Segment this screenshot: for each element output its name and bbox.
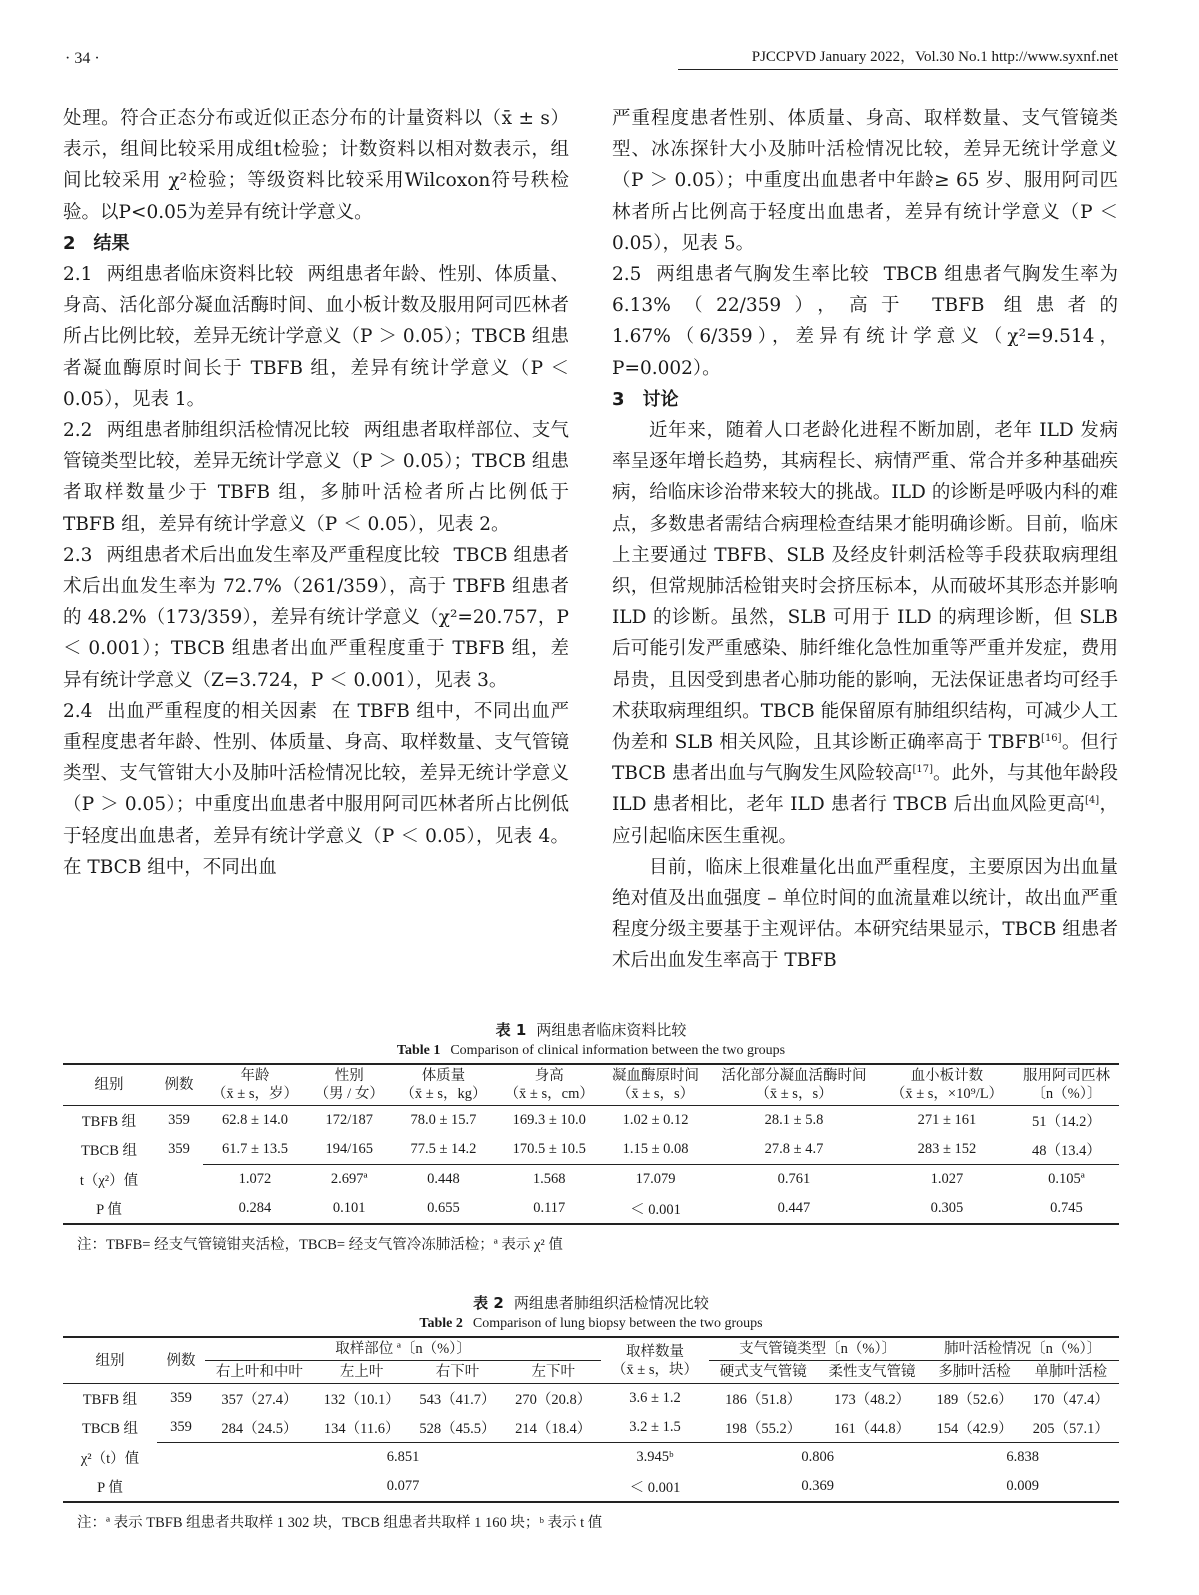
- citation-16[interactable]: [16]: [1041, 732, 1062, 744]
- column-header: 年龄 （x̄ ± s，岁）: [203, 1064, 307, 1106]
- subsection-2-4-continued: 严重程度患者性别、体质量、身高、取样数量、支气管镜类型、冰冻探针大小及肺叶活检情况比较，差异无统计学意义（P ＞ 0.05）；中重度出血患者中年龄≥ 65 岁、服用阿司匹林者所占比例高于轻度出血患者，差异有统计学意义（P ＜ 0.05），见表 5。: [612, 108, 1118, 254]
- column-header: 血小板计数 （x̄ ± s，×10⁹/L）: [880, 1064, 1014, 1106]
- table-label: 表 1: [495, 1021, 527, 1039]
- subsection-title: 两组患者术后出血发生率及严重程度比较: [106, 544, 440, 566]
- table-row: TBFB 组 359 62.8 ± 14.0 172/187 78.0 ± 15.7 169.3 ± 10.0 1.02 ± 0.12 28.1 ± 5.8 271 ± 161 51（14.2）: [81, 1112, 1101, 1130]
- journal-header: PJCCPVD January 2022，Vol.30 No.1 http://www.syxnf.net: [678, 45, 1118, 70]
- table-stat-row: P 值 0.077 ＜ 0.001 0.369 0.009: [97, 1478, 1040, 1496]
- column-header: 组别: [63, 1337, 157, 1384]
- subsection-number: 2.1: [63, 264, 93, 286]
- table-1: [63, 1020, 1119, 1254]
- column-header: 性别 （男 / 女）: [307, 1064, 392, 1106]
- table-1-caption-cn: [63, 1020, 1119, 1041]
- table-row: TBFB 组 359 357（27.4） 132（10.1） 543（41.7） 270（20.8） 3.6 ± 1.2 186（51.8） 173（48.2） 189（52.6） 170（47.4）: [82, 1390, 1109, 1408]
- column-header: 取样数量 （x̄ ± s，块）: [601, 1337, 709, 1384]
- citation-17[interactable]: [17]: [912, 764, 933, 776]
- table-1-caption-en: [63, 1041, 1119, 1061]
- subsection-2-5: [612, 259, 1118, 384]
- table-label: 表 2: [473, 1294, 504, 1312]
- column-subheader: 单肺叶活检: [1023, 1361, 1119, 1384]
- table-title: 两组患者肺组织活检情况比较: [513, 1296, 709, 1312]
- discussion-text: 近年来，随着人口老龄化进程不断加剧，老年 ILD 发病率呈逐年增长趋势，其病程长、病情严重、常合并多种基础疾病，给临床诊治带来较大的挑战。ILD 的诊断是呼吸内科的难点，多数患者需结合病理检查结果才能明确诊断。目前，临床上主要通过 TBFB、SLB 及经皮针刺活检等手段获取病理组织，但常规肺活检钳夹时会挤压标本，从而破坏其形态并影响 ILD 的诊断。虽然，SLB 可用于 ILD 的病理诊断，但 SLB 后可能引发严重感染、肺纤维化急性加重等严重并发症，费用昂贵，且因受到患者心肺功能的影响，无法保证患者均可经手术获取病理组织。TBCB 能保留原有肺组织结构，可减少人工伪差和 SLB 相关风险，且其诊断正确率高于 TBFB: [612, 420, 1118, 754]
- table-stat-row: t（χ²）值 1.072 2.697ª 0.448 1.568 17.079 0.761 1.027 0.105ª: [79, 1171, 1085, 1189]
- discussion-paragraph-2: 目前，临床上很难量化出血严重程度，主要原因为出血量绝对值及出血强度 – 单位时间的血流量难以统计，故出血严重程度分级主要基于主观评估。本研究结果显示，TBCB 组患者术后出血发生率高于 TBFB: [612, 856, 1118, 972]
- column-header: 凝血酶原时间 （x̄ ± s，s）: [603, 1064, 708, 1106]
- column-group-header: 肺叶活检情况〔n（%）〕: [926, 1337, 1119, 1361]
- subsection-2-3: [63, 540, 569, 696]
- subsection-title: 两组患者肺组织活检情况比较: [106, 420, 350, 442]
- discussion-text: 。此外，与其他年龄段 ILD 患者相比，老年 ILD 患者行 TBCB 后出血风险更高: [612, 763, 1118, 816]
- table-2-caption-cn: [63, 1293, 1119, 1314]
- subsection-title: 两组患者气胸发生率比较: [655, 264, 870, 286]
- column-group-header: 取样部位 ª〔n（%）〕: [205, 1337, 601, 1361]
- column-header: 例数: [155, 1064, 203, 1106]
- table-2-note: 注：ª 表示 TBFB 组患者共取样 1 302 块，TBCB 组患者共取样 1 160 块；ᵇ 表示 t 值: [77, 1515, 603, 1531]
- section-3-heading: 3 讨论: [612, 388, 679, 410]
- section-2-heading: 2 结果: [63, 232, 130, 254]
- table-stat-row: χ²（t）值 6.851 3.945ᵇ 0.806 6.838: [80, 1449, 1040, 1467]
- citation-4[interactable]: [4]: [1085, 795, 1100, 807]
- subsection-number: 2.4: [63, 700, 93, 722]
- subsection-title: 出血严重程度的相关因素: [106, 700, 318, 722]
- subsection-body: 两组患者年龄、性别、体质量、身高、活化部分凝血活酶时间、血小板计数及服用阿司匹林者所占比例比较，差异无统计学意义（P ＞ 0.05）；TBCB 组患者凝血酶原时间长于 TBFB 组，差异有统计学意义（P ＜ 0.05），见表 1。: [63, 264, 569, 410]
- subsection-body: TBCB 组患者气胸发生率为 6.13%（22/359），高于 TBFB 组患者的 1.67%（6/359），差异有统计学意义（χ²=9.514，P=0.002）。: [612, 264, 1118, 379]
- table-1-note: 注：TBFB= 经支气管镜钳夹活检，TBCB= 经支气管冷冻肺活检；ª 表示 χ² 值: [77, 1237, 563, 1253]
- subsection-2-4: [63, 696, 569, 883]
- table-2-grid: [63, 1336, 1119, 1503]
- discussion-paragraph-1: [612, 415, 1118, 852]
- subsection-body: 在 TBFB 组中，不同出血严重程度患者年龄、性别、体质量、身高、取样数量、支气管镜类型、支气管钳大小及肺叶活检情况比较，差异无统计学意义（P ＞ 0.05）；中重度出血患者中服用阿司匹林者所占比例低于轻度出血患者，差异有统计学意义（P ＜ 0.05），见表 4。在 TBCB 组中，不同出血: [63, 700, 569, 878]
- table-title: 两组患者临床资料比较: [536, 1023, 687, 1039]
- column-subheader: 右上叶和中叶: [205, 1361, 314, 1384]
- table-title: Comparison of lung biopsy between the two groups: [472, 1316, 763, 1331]
- subsection-2-2: [63, 415, 569, 540]
- column-header: 例数: [157, 1337, 205, 1384]
- column-subheader: 右下叶: [410, 1361, 506, 1384]
- column-subheader: 左下叶: [505, 1361, 601, 1384]
- discussion-text: ，应引起临床医生重视。: [612, 794, 1118, 847]
- column-subheader: 左上叶: [314, 1361, 410, 1384]
- table-row: TBCB 组 359 284（24.5） 134（11.6） 528（45.5） 214（18.4） 3.2 ± 1.5 198（55.2） 161（44.8） 154（42.9） 205（57.1）: [63, 1413, 1119, 1443]
- page-number: · 34 ·: [65, 50, 100, 67]
- discussion-text: 。但行 TBCB 患者出血与气胸发生风险较高: [612, 732, 1118, 785]
- subsection-number: 2.2: [63, 420, 93, 442]
- subsection-number: 2.3: [63, 544, 93, 566]
- column-header: 活化部分凝血活酶时间 （x̄ ± s，s）: [708, 1064, 880, 1106]
- subsection-number: 2.5: [612, 264, 642, 286]
- left-column: [63, 103, 569, 883]
- table-label: Table 1: [396, 1043, 441, 1058]
- table-label: Table 2: [419, 1316, 463, 1331]
- column-subheader: 柔性支气管镜: [818, 1361, 927, 1384]
- table-stat-row: P 值 0.284 0.101 0.655 0.117 ＜ 0.001 0.447 0.305 0.745: [96, 1200, 1083, 1218]
- subsection-body: 两组患者取样部位、支气管镜类型比较，差异无统计学意义（P ＞ 0.05）；TBCB 组患者取样数量少于 TBFB 组，多肺叶活检者所占比例低于 TBFB 组，差异有统计学意义（P ＜ 0.05），见表 2。: [63, 420, 569, 535]
- table-2: [63, 1293, 1119, 1532]
- subsection-body: TBCB 组患者术后出血发生率为 72.7%（261/359），高于 TBFB 组患者的 48.2%（173/359），差异有统计学意义（χ²=20.757，P ＜ 0.001）；TBCB 组患者出血严重程度重于 TBFB 组，差异有统计学意义（Z=3.724，P ＜ 0.001），见表 3。: [63, 544, 569, 691]
- column-group-header: 支气管镜类型〔n（%）〕: [709, 1337, 927, 1361]
- column-subheader: 硬式支气管镜: [709, 1361, 818, 1384]
- column-header: 体质量 （x̄ ± s，kg）: [391, 1064, 495, 1106]
- column-header: 组别: [63, 1064, 155, 1106]
- subsection-title: 两组患者临床资料比较: [106, 264, 294, 286]
- column-subheader: 多肺叶活检: [926, 1361, 1022, 1384]
- table-1-grid: [63, 1063, 1119, 1225]
- table-title: Comparison of clinical information between the two groups: [450, 1043, 786, 1058]
- subsection-2-1: [63, 259, 569, 415]
- methods-paragraph-end: 处理。符合正态分布或近似正态分布的计量资料以（x̄ ± s）表示，组间比较采用成组t检验；计数资料以相对数表示，组间比较采用 χ²检验；等级资料比较采用Wilcoxon符号秩检验。以P<0.05为差异有统计学意义。: [63, 108, 569, 223]
- right-column: [612, 103, 1118, 977]
- table-row: TBCB 组 359 61.7 ± 13.5 194/165 77.5 ± 14.2 170.5 ± 10.5 1.15 ± 0.08 27.8 ± 4.7 283 ± 152 48（13.4）: [63, 1135, 1119, 1165]
- column-header: 服用阿司匹林 〔n（%）〕: [1014, 1064, 1119, 1106]
- table-2-caption-en: [63, 1314, 1119, 1334]
- column-header: 身高 （x̄ ± s，cm）: [495, 1064, 603, 1106]
